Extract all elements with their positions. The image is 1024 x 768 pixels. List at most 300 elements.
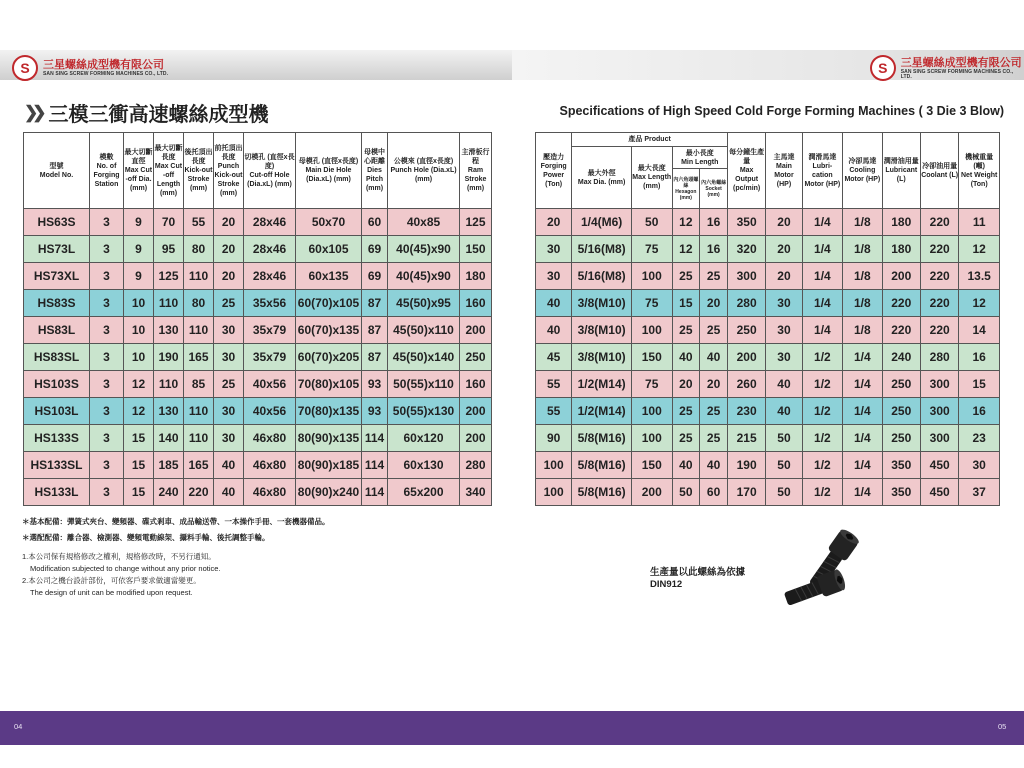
spec-cell: 125: [460, 209, 492, 236]
spec-cell: 114: [362, 479, 388, 506]
spec-table-right: [535, 132, 1000, 506]
spec-cell: 1/2: [802, 371, 843, 398]
spec-cell: 3: [90, 425, 124, 452]
spec-cell: 340: [460, 479, 492, 506]
spec-cell: 40: [214, 452, 244, 479]
note-1-en: Modification subjected to change without any prior notice.: [30, 564, 221, 573]
table-row: [536, 317, 1000, 344]
header-cooling-motor-en: Cooling Motor (HP): [844, 167, 881, 183]
spec-cell: 25: [214, 290, 244, 317]
spec-cell: 46x80: [244, 452, 296, 479]
logo-s-icon: S: [12, 55, 38, 81]
spec-cell: 60(70)x105: [296, 290, 362, 317]
spec-cell: 280: [920, 344, 958, 371]
spec-cell: 185: [154, 452, 184, 479]
spec-cell: 250: [460, 344, 492, 371]
bolt-caption: [650, 567, 745, 591]
model-cell: HS133S: [24, 425, 90, 452]
spec-cell: 200: [882, 263, 920, 290]
spec-cell: 50x70: [296, 209, 362, 236]
table-row: [536, 371, 1000, 398]
spec-cell: 93: [362, 371, 388, 398]
spec-cell: 40: [766, 398, 802, 425]
header-lubricant-en: Lubricant (L): [885, 167, 918, 183]
spec-cell: 220: [882, 317, 920, 344]
spec-cell: 450: [920, 452, 958, 479]
spec-cell: 12: [959, 236, 1000, 263]
spec-cell: 50(55)x130: [388, 398, 460, 425]
table-row: [536, 452, 1000, 479]
spec-cell: 28x46: [244, 209, 296, 236]
spec-cell: 250: [882, 398, 920, 425]
left-header-7-en: Main Die Hole (Dia.xL) (mm): [305, 167, 352, 183]
spec-cell: 45(50)x140: [388, 344, 460, 371]
table-row: [24, 209, 492, 236]
spec-cell: 30: [214, 398, 244, 425]
spec-cell: 40: [766, 371, 802, 398]
table-row: [24, 344, 492, 371]
note-2-en: The design of unit can be modified upon request.: [30, 588, 193, 597]
spec-cell: 9: [124, 236, 154, 263]
spec-cell: 260: [727, 371, 765, 398]
spec-cell: 450: [920, 479, 958, 506]
spec-cell: 110: [184, 398, 214, 425]
header-max-dia-en: Max Dia. (mm): [577, 178, 626, 186]
left-header-3-cn: 最大切斷長度: [154, 144, 183, 161]
table-row: [24, 425, 492, 452]
header-hexagon-en: Hexagon (mm): [675, 188, 697, 201]
logo-company-cn: 三星螺絲成型機有限公司: [43, 58, 164, 71]
table-row: [536, 263, 1000, 290]
spec-cell: 20: [766, 209, 802, 236]
spec-cell: 250: [727, 317, 765, 344]
left-header-6-cn: 切模孔 (直徑x長度): [244, 153, 295, 170]
spec-cell: 12: [959, 290, 1000, 317]
spec-cell: 30: [536, 236, 572, 263]
spec-cell: 55: [184, 209, 214, 236]
left-header-6-en: Cut-off Hole (Dia.xL) (mm): [247, 171, 292, 188]
spec-cell: 220: [920, 209, 958, 236]
spec-cell: 5/16(M8): [572, 236, 632, 263]
spec-cell: 16: [700, 209, 728, 236]
logo-s-icon: S: [870, 55, 896, 81]
header-max-output: [727, 133, 765, 209]
spec-cell: 100: [536, 479, 572, 506]
table-row: [536, 236, 1000, 263]
spec-cell: 215: [727, 425, 765, 452]
model-cell: HS103L: [24, 398, 90, 425]
model-cell: HS133L: [24, 479, 90, 506]
left-header-1-en: No. of Forging Station: [93, 162, 120, 188]
spec-cell: 300: [920, 371, 958, 398]
spec-cell: 140: [154, 425, 184, 452]
table-row: [24, 398, 492, 425]
left-header-8-en: Dies Pitch (mm): [365, 167, 384, 192]
spec-cell: 1/4: [802, 236, 843, 263]
header-coolant-en: Coolant (L): [921, 171, 959, 179]
spec-cell: 16: [959, 398, 1000, 425]
left-header-4: [184, 133, 214, 209]
table-row: [24, 452, 492, 479]
spec-cell: 80(90)x185: [296, 452, 362, 479]
spec-cell: 85: [184, 371, 214, 398]
spec-cell: 70(80)x105: [296, 371, 362, 398]
spec-cell: 240: [154, 479, 184, 506]
table-row: [536, 398, 1000, 425]
header-net-weight-en: Net Weight (Ton): [960, 171, 998, 188]
header-lubricant-cn: 潤滑油用量: [883, 158, 919, 165]
spec-cell: 60x130: [388, 452, 460, 479]
spec-cell: 40x85: [388, 209, 460, 236]
note-1-cn: 1.本公司保有規格修改之權利，規格修改時，不另行通知。: [22, 552, 216, 561]
header-max-length-en: Max Length (mm): [632, 174, 672, 190]
table-row: [536, 209, 1000, 236]
table-row: [536, 425, 1000, 452]
spec-cell: 165: [184, 344, 214, 371]
spec-cell: 1/2: [802, 479, 843, 506]
spec-cell: 93: [362, 398, 388, 425]
spec-cell: 1/4: [843, 371, 882, 398]
spec-cell: 1/8: [843, 290, 882, 317]
header-min-length-cn: 最小長度: [685, 149, 714, 157]
spec-cell: 20: [766, 263, 802, 290]
spec-cell: 40(45)x90: [388, 263, 460, 290]
spec-cell: 1/2(M14): [572, 398, 632, 425]
spec-cell: 65x200: [388, 479, 460, 506]
left-header-0-en: Model No.: [39, 171, 74, 179]
spec-cell: 35x79: [244, 317, 296, 344]
table-row: [536, 290, 1000, 317]
header-coolant-cn: 冷卻油用量: [922, 162, 958, 170]
spec-cell: 30: [766, 317, 802, 344]
table-row: [536, 479, 1000, 506]
page-number-left: 04: [14, 722, 23, 731]
header-main-motor: [766, 133, 802, 209]
model-cell: HS103S: [24, 371, 90, 398]
spec-cell: 25: [700, 317, 728, 344]
spec-cell: 30: [214, 344, 244, 371]
spec-cell: 114: [362, 425, 388, 452]
left-header-2-en: Max Cut -off Dia. (mm): [124, 167, 153, 192]
left-header-10: [460, 133, 492, 209]
header-main-motor-en: Main Motor (HP): [774, 162, 794, 188]
model-cell: HS83L: [24, 317, 90, 344]
header-forging-power-en: Forging Power (Ton): [540, 162, 567, 188]
spec-cell: 16: [959, 344, 1000, 371]
spec-cell: 55: [536, 371, 572, 398]
spec-cell: 69: [362, 263, 388, 290]
model-cell: HS63S: [24, 209, 90, 236]
spec-cell: 240: [882, 344, 920, 371]
spec-cell: 25: [672, 425, 700, 452]
bolt-caption-cn: 生產量以此螺絲為依據: [650, 567, 746, 578]
spec-cell: 28x46: [244, 263, 296, 290]
left-header-7-cn: 母模孔 (直徑x長度): [298, 158, 359, 165]
spec-cell: 3: [90, 371, 124, 398]
spec-cell: 90: [536, 425, 572, 452]
spec-cell: 40: [672, 452, 700, 479]
spec-cell: 110: [154, 371, 184, 398]
model-cell: HS83S: [24, 290, 90, 317]
model-cell: HS133SL: [24, 452, 90, 479]
spec-cell: 110: [154, 290, 184, 317]
spec-cell: 3: [90, 263, 124, 290]
header-lubrication-motor: [802, 133, 843, 209]
spec-cell: 12: [672, 236, 700, 263]
spec-cell: 25: [700, 263, 728, 290]
spec-cell: 28x46: [244, 236, 296, 263]
spec-cell: 60x105: [296, 236, 362, 263]
header-lubrication-motor-cn: 潤滑馬達: [808, 153, 837, 161]
header-socket-cn: 內六角螺絲: [701, 179, 727, 186]
spec-cell: 45(50)x95: [388, 290, 460, 317]
spec-cell: 15: [124, 425, 154, 452]
spec-cell: 230: [727, 398, 765, 425]
spec-cell: 12: [672, 209, 700, 236]
spec-cell: 125: [154, 263, 184, 290]
spec-cell: 190: [154, 344, 184, 371]
spec-cell: 350: [882, 452, 920, 479]
model-cell: HS73XL: [24, 263, 90, 290]
left-header-7: [296, 133, 362, 209]
header-hexagon-cn: 內六角頭螺絲: [673, 176, 699, 189]
table-row: [24, 371, 492, 398]
spec-cell: 3: [90, 290, 124, 317]
spec-cell: 5/8(M16): [572, 425, 632, 452]
company-logo-right: [870, 55, 1024, 81]
spec-cell: 220: [920, 236, 958, 263]
spec-cell: 60(70)x205: [296, 344, 362, 371]
spec-cell: 12: [124, 371, 154, 398]
spec-cell: 25: [700, 425, 728, 452]
spec-cell: 50: [766, 425, 802, 452]
spec-cell: 3: [90, 398, 124, 425]
footer-bar: [0, 711, 1024, 745]
spec-cell: 114: [362, 452, 388, 479]
header-max-length-cn: 最大長度: [637, 165, 666, 172]
spec-cell: 220: [882, 290, 920, 317]
spec-cell: 14: [959, 317, 1000, 344]
spec-cell: 13.5: [959, 263, 1000, 290]
spec-cell: 110: [184, 263, 214, 290]
spec-cell: 15: [124, 479, 154, 506]
spec-cell: 35x79: [244, 344, 296, 371]
table-row: [24, 236, 492, 263]
spec-cell: 40x56: [244, 371, 296, 398]
left-header-1: [90, 133, 124, 209]
spec-cell: 1/2: [802, 344, 843, 371]
spec-cell: 30: [959, 452, 1000, 479]
spec-cell: 190: [727, 452, 765, 479]
spec-cell: 220: [920, 317, 958, 344]
spec-cell: 5/8(M16): [572, 452, 632, 479]
spec-cell: 75: [631, 290, 672, 317]
spec-cell: 1/4: [802, 263, 843, 290]
spec-cell: 1/4: [843, 398, 882, 425]
spec-cell: 40: [700, 344, 728, 371]
table-row: [24, 317, 492, 344]
spec-cell: 40: [536, 290, 572, 317]
title-cn-text: 三模三衝高速螺絲成型機: [48, 104, 269, 126]
spec-cell: 200: [460, 398, 492, 425]
spec-cell: 300: [920, 425, 958, 452]
header-main-motor-cn: 主馬達: [773, 153, 795, 161]
spec-cell: 95: [154, 236, 184, 263]
spec-cell: 45(50)x110: [388, 317, 460, 344]
spec-cell: 350: [882, 479, 920, 506]
header-forging-power-cn: 壓造力: [543, 153, 565, 161]
spec-cell: 25: [672, 317, 700, 344]
spec-cell: 1/4(M6): [572, 209, 632, 236]
spec-cell: 3: [90, 236, 124, 263]
left-header-8: [362, 133, 388, 209]
spec-cell: 50: [766, 479, 802, 506]
spec-cell: 11: [959, 209, 1000, 236]
spec-cell: 3/8(M10): [572, 317, 632, 344]
header-cooling-motor: [843, 133, 882, 209]
spec-cell: 220: [920, 290, 958, 317]
spec-cell: 20: [700, 371, 728, 398]
spec-cell: 40: [672, 344, 700, 371]
page-number-right: 05: [998, 722, 1007, 731]
left-header-9-cn: 公模來 (直徑x長度): [393, 158, 454, 165]
page-title-en: Specifications of High Speed Cold Forge Forming Machines ( 3 Die 3 Blow): [559, 104, 1004, 118]
spec-cell: 30: [536, 263, 572, 290]
spec-cell: 37: [959, 479, 1000, 506]
spec-cell: 160: [460, 290, 492, 317]
spec-table-left: [23, 132, 492, 506]
double-chevron-icon: ❯❯: [24, 102, 41, 122]
header-lubrication-motor-en: Lubri- cation Motor (HP): [804, 162, 841, 188]
left-header-1-cn: 模數: [99, 153, 114, 161]
spec-cell: 25: [672, 263, 700, 290]
spec-cell: 150: [460, 236, 492, 263]
spec-cell: 5/16(M8): [572, 263, 632, 290]
spec-cell: 165: [184, 452, 214, 479]
spec-cell: 350: [727, 209, 765, 236]
spec-cell: 9: [124, 263, 154, 290]
header-socket-en: Socket (mm): [705, 185, 722, 198]
spec-cell: 200: [727, 344, 765, 371]
spec-cell: 1/4: [843, 344, 882, 371]
spec-cell: 45: [536, 344, 572, 371]
spec-cell: 15: [124, 452, 154, 479]
header-socket: [700, 169, 728, 209]
spec-cell: 30: [766, 344, 802, 371]
spec-cell: 1/8: [843, 236, 882, 263]
spec-cell: 100: [631, 263, 672, 290]
spec-cell: 1/2: [802, 425, 843, 452]
spec-cell: 1/4: [843, 479, 882, 506]
spec-cell: 20: [672, 371, 700, 398]
right-header-row-1: [536, 133, 1000, 147]
spec-cell: 3: [90, 317, 124, 344]
spec-cell: 80: [184, 290, 214, 317]
left-header-5-cn: 前托頂出長度: [214, 144, 243, 161]
left-header-9-en: Punch Hole (Dia.xL) (mm): [390, 167, 457, 183]
logo-company-cn: 三星螺絲成型機有限公司: [900, 55, 1022, 69]
spec-cell: 1/8: [843, 263, 882, 290]
spec-cell: 75: [631, 371, 672, 398]
spec-cell: 100: [631, 317, 672, 344]
spec-cell: 20: [536, 209, 572, 236]
spec-cell: 220: [184, 479, 214, 506]
spec-cell: 3/8(M10): [572, 344, 632, 371]
spec-cell: 20: [700, 290, 728, 317]
spec-cell: 55: [536, 398, 572, 425]
spec-cell: 80(90)x135: [296, 425, 362, 452]
spec-cell: 100: [631, 398, 672, 425]
spec-cell: 1/8: [843, 317, 882, 344]
company-logo-left: [12, 55, 168, 81]
left-header-3: [154, 133, 184, 209]
spec-cell: 40x56: [244, 398, 296, 425]
left-header-0: [24, 133, 90, 209]
spec-cell: 1/4: [802, 317, 843, 344]
header-max-dia-cn: 最大外徑: [587, 169, 616, 177]
spec-cell: 160: [460, 371, 492, 398]
spec-cell: 87: [362, 290, 388, 317]
spec-cell: 170: [727, 479, 765, 506]
spec-cell: 9: [124, 209, 154, 236]
spec-cell: 150: [631, 344, 672, 371]
left-header-0-cn: 型號: [49, 162, 64, 170]
logo-company-en: SAN SING SCREW FORMING MACHINES CO., LTD.: [900, 68, 1014, 80]
spec-cell: 110: [184, 425, 214, 452]
spec-cell: 60x135: [296, 263, 362, 290]
spec-cell: 20: [766, 236, 802, 263]
spec-cell: 200: [460, 317, 492, 344]
header-net-weight: [959, 133, 1000, 209]
spec-cell: 110: [184, 317, 214, 344]
spec-cell: 280: [727, 290, 765, 317]
header-min-length-en: Min Length: [681, 158, 719, 166]
spec-cell: 12: [124, 398, 154, 425]
spec-cell: 250: [882, 371, 920, 398]
spec-cell: 300: [727, 263, 765, 290]
header-max-output-cn: 每分鐘生產量: [729, 149, 765, 165]
spec-cell: 180: [882, 209, 920, 236]
table-row: [24, 263, 492, 290]
spec-cell: 87: [362, 317, 388, 344]
spec-cell: 60: [700, 479, 728, 506]
left-header-10-cn: 主滑板行程: [461, 149, 490, 165]
spec-cell: 69: [362, 236, 388, 263]
spec-cell: 1/8: [843, 209, 882, 236]
left-header-2-cn: 最大切斷直徑: [124, 149, 153, 165]
spec-cell: 87: [362, 344, 388, 371]
spec-cell: 3: [90, 452, 124, 479]
spec-cell: 25: [700, 398, 728, 425]
spec-cell: 280: [460, 452, 492, 479]
header-max-length: [631, 147, 672, 209]
table-row: [536, 344, 1000, 371]
header-net-weight-cn: 機械重量 (噸): [965, 153, 994, 170]
left-header-9: [388, 133, 460, 209]
left-header-2: [124, 133, 154, 209]
spec-cell: 70: [154, 209, 184, 236]
spec-cell: 15: [959, 371, 1000, 398]
spec-cell: 70(80)x135: [296, 398, 362, 425]
spec-cell: 300: [920, 398, 958, 425]
spec-cell: 3: [90, 344, 124, 371]
spec-cell: 200: [631, 479, 672, 506]
spec-cell: 16: [700, 236, 728, 263]
spec-cell: 320: [727, 236, 765, 263]
left-header-5-en: Punch Kick-out Stroke (mm): [214, 162, 243, 197]
spec-cell: 20: [214, 263, 244, 290]
spec-cell: 30: [214, 317, 244, 344]
